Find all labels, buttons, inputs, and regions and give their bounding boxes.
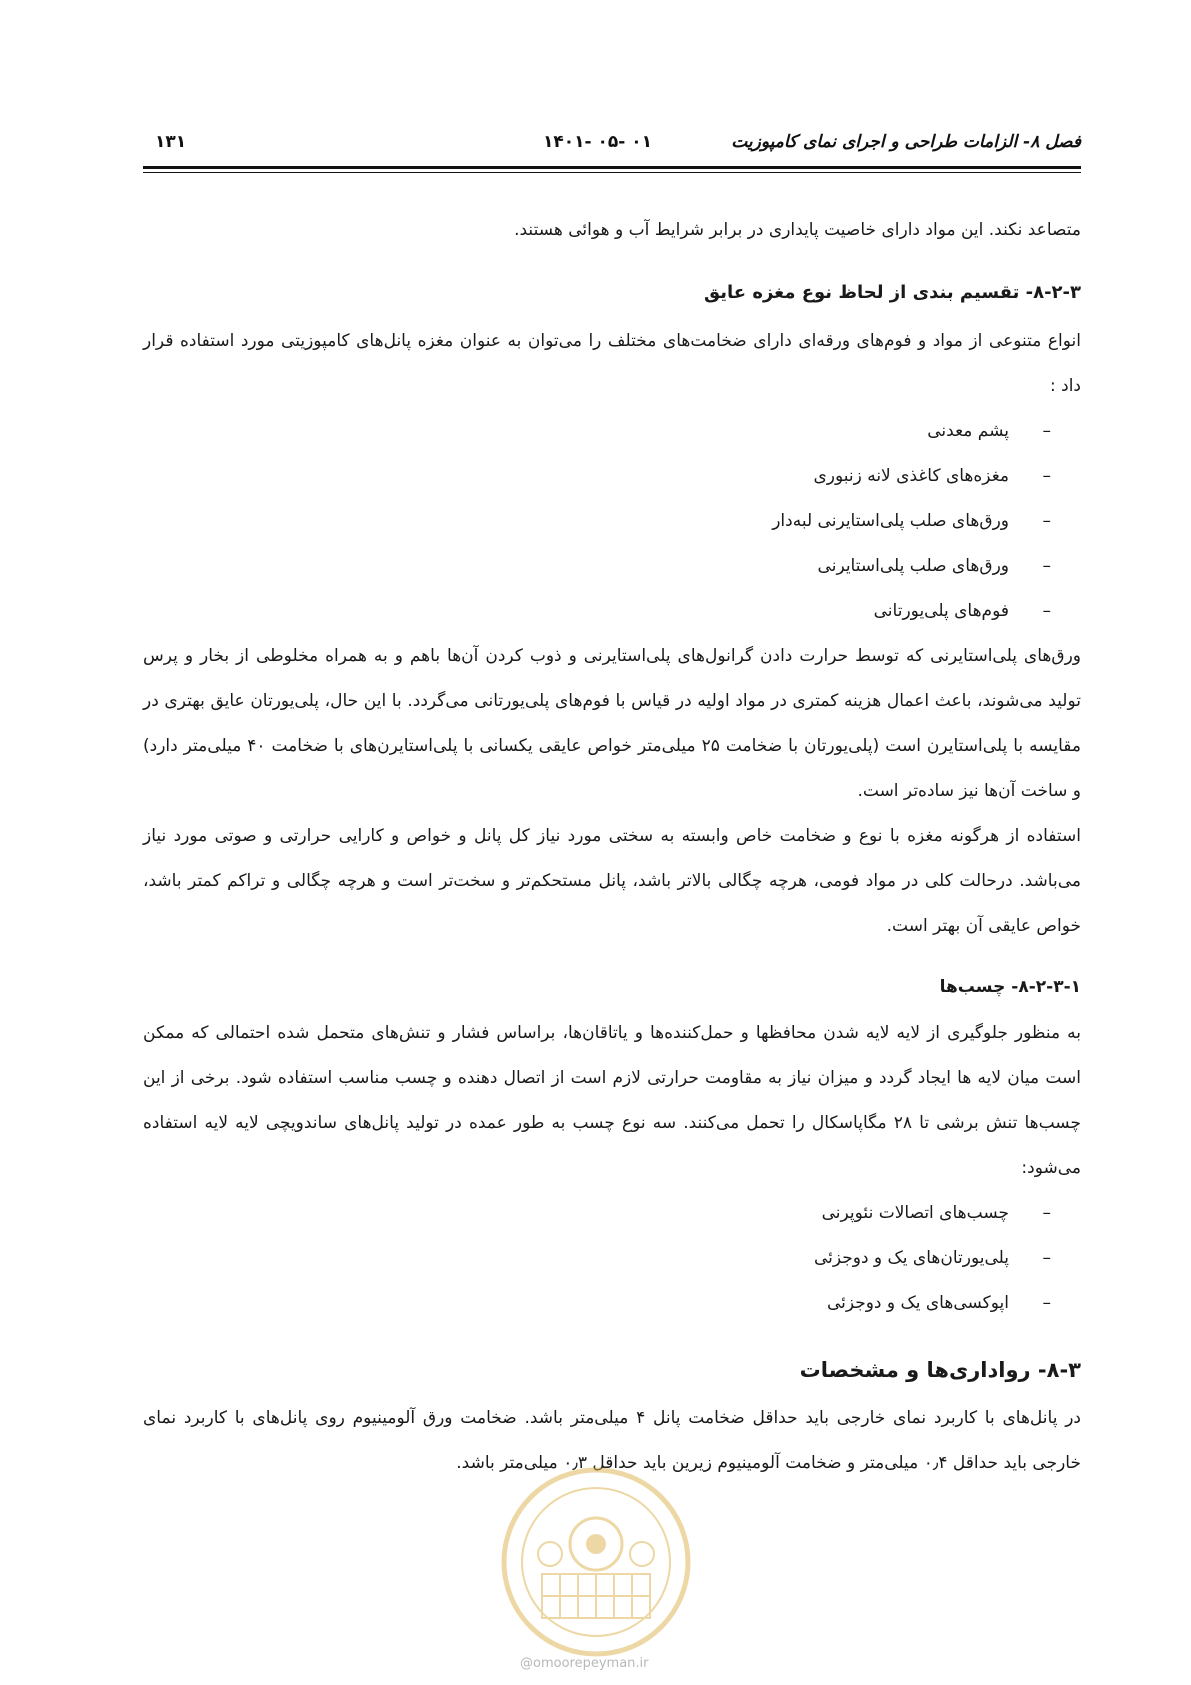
header-rule-thin — [143, 172, 1081, 173]
page-number: ۱۳۱ — [155, 132, 187, 152]
list-item: – پلی‌یورتان‌های یک و دوجزئی — [143, 1236, 1051, 1281]
core-materials-list — [143, 409, 1081, 634]
intro-paragraph: متصاعد نکند. این مواد دارای خاصیت پایداری در برابر شرایط آب و هوائی هستند. — [514, 220, 1081, 240]
section-core-heading: ۸-۲-۳- تقسیم بندی از لحاظ نوع مغزه عایق — [704, 282, 1081, 303]
list-item: – ورق‌های صلب پلی‌استایرنی — [143, 544, 1051, 589]
list-item: – ورق‌های صلب پلی‌استایرنی لبه‌دار — [143, 499, 1051, 544]
section-core-paragraph-2: ورق‌های پلی‌استایرنی که توسط حرارت دادن گرانول‌های پلی‌استایرنی و ذوب کردن آن‌ها باهم و به همراه مخلوطی از بخار و پرس تولید می‌شوند، باعث اعمال هزینه کمتری در مواد اولیه در قیاس با فوم‌های پلی‌یورتانی می‌گردد. با این حال، پلی‌یورتان عایق بهتری در مقایسه با پلی‌استایرن است (پلی‌یورتان با ضخامت ۲۵ میلی‌متر خواص عایقی یکسانی با پلی‌استایرن‌های با ضخامت ۴۰ میلی‌متر دارد) و ساخت آن‌ها نیز ساده‌تر است. — [143, 646, 1081, 801]
page-content — [143, 208, 1081, 1486]
header-date: ۰۱ -۰۵ -۱۴۰۱ — [543, 132, 653, 152]
section-tolerances-paragraph: در پانل‌های با کاربرد نمای خارجی باید حداقل ضخامت پانل ۴ میلی‌متر باشد. ضخامت ورق آلومینیوم روی پانل‌های با کاربرد نمای خارجی باید حداقل ۰٫۴ میلی‌متر و ضخامت آلومینیوم زیرین باید حداقل ۰٫۳ میلی‌متر باشد. — [143, 1408, 1081, 1473]
header-rule-thick — [143, 166, 1081, 169]
section-adhesives-heading: ۸-۲-۳-۱- چسب‌ها — [939, 977, 1081, 997]
list-item: – چسب‌های اتصالات نئوپرنی — [143, 1191, 1051, 1236]
list-item: – فوم‌های پلی‌یورتانی — [143, 589, 1051, 634]
section-core-paragraph-1: انواع متنوعی از مواد و فوم‌های ورقه‌ای دارای ضخامت‌های مختلف را می‌توان به عنوان مغزه پانل‌های کامپوزیتی مورد استفاده قرار داد : — [143, 331, 1081, 396]
adhesives-list — [143, 1191, 1081, 1326]
list-item: – پشم معدنی — [143, 409, 1051, 454]
section-tolerances-heading: ۸-۳- رواداری‌ها و مشخصات — [799, 1358, 1081, 1382]
list-item: – مغزه‌های کاغذی لانه زنبوری — [143, 454, 1051, 499]
watermark-seal-icon — [496, 1462, 696, 1662]
page-header — [143, 128, 1081, 168]
list-item: – اپوکسی‌های یک و دوجزئی — [143, 1281, 1051, 1326]
watermark-text: @omoorepeyman.ir — [520, 1656, 649, 1671]
section-adhesives-paragraph: به منظور جلوگیری از لایه لایه شدن محافظها و حمل‌کننده‌ها و یاتاقان‌ها، براساس فشار و تنش‌های متحمل شده احتمالی که ممکن است میان لایه ها ایجاد گردد و میزان نیاز به مقاومت حرارتی لازم است از اتصال دهنده و چسب مناسب استفاده شود. برخی از این چسب‌ها تنش برشی تا ۲۸ مگاپاسکال را تحمل می‌کنند. سه نوع چسب به طور عمده در تولید پانل‌های ساندویچی لایه لایه استفاده می‌شود: — [143, 1023, 1081, 1178]
chapter-title: فصل ۸- الزامات طراحی و اجرای نمای کامپوزیت — [731, 132, 1081, 152]
section-core-paragraph-3: استفاده از هرگونه مغزه با نوع و ضخامت خاص وابسته به سختی مورد نیاز کل پانل و خواص و کارایی حرارتی و صوتی مورد نیاز می‌باشد. درحالت کلی در مواد فومی، هرچه چگالی بالاتر باشد، پانل مستحکم‌تر و سخت‌تر است و هرچه چگالی و تراکم کمتر باشد، خواص عایقی آن بهتر است. — [143, 826, 1081, 936]
